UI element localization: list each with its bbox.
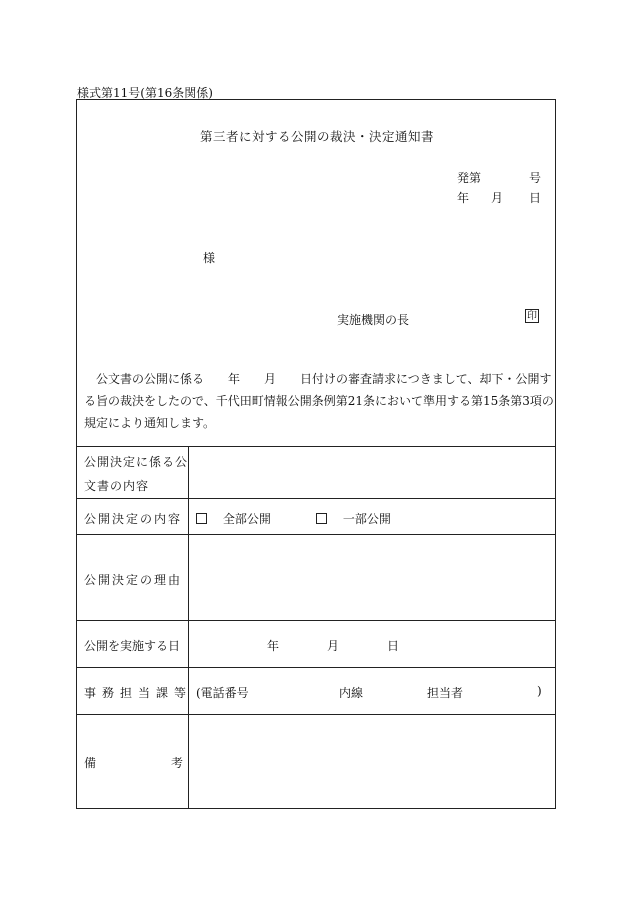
extension-label: 内線 [339, 686, 364, 700]
issue-number-prefix: 発第 [457, 171, 482, 185]
date-day: 日 [529, 191, 542, 205]
full-disclosure-option[interactable] [196, 510, 271, 527]
date-month: 月 [491, 191, 504, 205]
notice-body [84, 368, 556, 434]
partial-disclosure-label: 一部公開 [342, 512, 391, 526]
row-divider [77, 667, 555, 668]
row-divider [77, 498, 555, 499]
checkbox-icon[interactable] [316, 513, 327, 524]
date-year: 年 [457, 191, 470, 205]
addressee-suffix: 様 [203, 251, 216, 265]
row-divider [77, 534, 555, 535]
row-divider [77, 714, 555, 715]
notice-form-frame [76, 99, 556, 809]
reason-label: 公開決定の理由 [84, 573, 183, 587]
phone-number-label: (電話番号 [196, 686, 249, 700]
partial-disclosure-option[interactable] [316, 510, 391, 527]
checkbox-icon[interactable] [196, 513, 207, 524]
form-number-label: 様式第11号(第16条関係) [77, 86, 213, 100]
table-top-border [77, 446, 555, 447]
impl-year: 年 [267, 639, 280, 653]
body-line-1: 公文書の公開に係る 年 月 日付けの審査請求につきまして、却下・公開す [96, 372, 552, 386]
staff-section-label: 事務担当課等 [84, 686, 193, 700]
full-disclosure-label: 全部公開 [222, 512, 271, 526]
issue-number-suffix: 号 [529, 171, 542, 185]
seal-mark: 印 [527, 311, 537, 322]
column-divider [188, 447, 189, 809]
document-title: 第三者に対する公開の裁決・決定通知書 [199, 129, 434, 144]
decision-label: 公開決定の内容 [84, 512, 183, 526]
issuer-title: 実施機関の長 [337, 313, 410, 327]
body-line-2: る旨の裁決をしたので、千代田町情報公開条例第21条において準用する第15条第3項の [84, 394, 554, 408]
row-divider [77, 620, 555, 621]
person-in-charge-label: 担当者 [427, 686, 464, 700]
content-label-line-1: 公開決定に係る公 [84, 455, 189, 469]
remarks-label-char-1: 備 [84, 756, 97, 770]
closing-parenthesis: ) [537, 684, 542, 698]
implementation-date-label: 公開を実施する日 [84, 639, 181, 653]
impl-month: 月 [327, 639, 340, 653]
impl-day: 日 [387, 639, 400, 653]
content-label-line-2: 文書の内容 [84, 479, 150, 493]
body-line-3: 規定により通知します。 [84, 416, 216, 430]
remarks-label-char-2: 考 [171, 756, 184, 770]
